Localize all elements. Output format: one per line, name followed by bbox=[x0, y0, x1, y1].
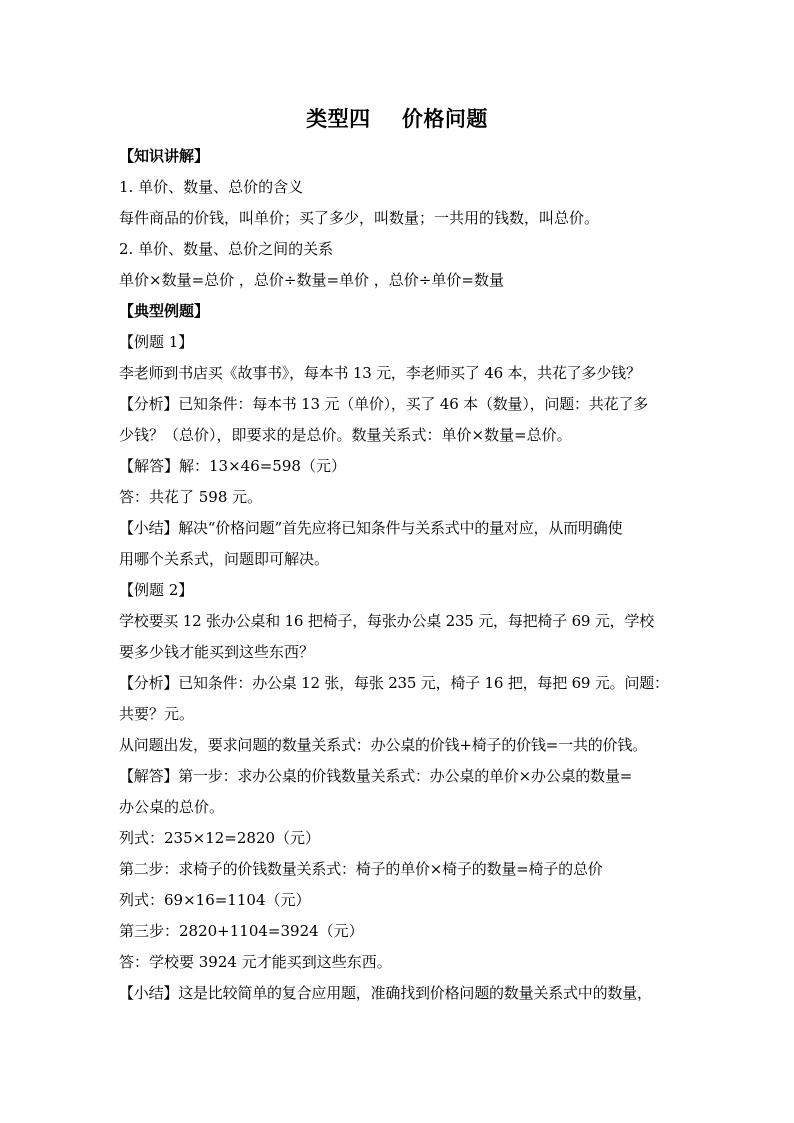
page-title: 类型四 价格问题 bbox=[306, 106, 488, 131]
example-2-analysis-line-2: 共要？元。 bbox=[119, 705, 195, 723]
example-2-question-line-2: 要多少钱才能买到这些东西？ bbox=[119, 643, 315, 661]
section-heading-examples: 【典型例题】 bbox=[119, 302, 210, 320]
example-1-analysis-line-2: 少钱？（总价），即要求的是总价。数量关系式：单价×数量=总价。 bbox=[119, 426, 572, 444]
example-2-label: 【例题 2】 bbox=[119, 581, 194, 599]
paragraph-definitions: 每件商品的价钱，叫单价；买了多少，叫数量；一共用的钱数，叫总价。 bbox=[119, 209, 600, 227]
example-2-solution-step-3: 第三步：2820+1104=3924（元） bbox=[119, 922, 364, 940]
example-2-analysis-line-1: 【分析】已知条件：办公桌 12 张，每张 235 元，椅子 16 把，每把 69 元。问题： bbox=[119, 674, 669, 692]
example-2-formula-2: 列式：69×16=1104（元） bbox=[119, 891, 311, 909]
example-1-answer: 答：共花了 598 元。 bbox=[119, 488, 263, 506]
subheading-relations: 2. 单价、数量、总价之间的关系 bbox=[119, 240, 334, 258]
example-1-summary-line-2: 用哪个关系式，问题即可解决。 bbox=[119, 550, 330, 568]
example-2-summary: 【小结】这是比较简单的复合应用题，准确找到价格问题的数量关系式中的数量， bbox=[119, 984, 652, 1002]
example-1-summary-line-1: 【小结】解决“价格问题”首先应将已知条件与关系式中的量对应，从而明确使 bbox=[119, 519, 623, 537]
example-2-solution-step-1: 【解答】第一步：求办公桌的价钱数量关系式：办公桌的单价×办公桌的数量= bbox=[119, 767, 633, 785]
example-2-solution-step-1-cont: 办公桌的总价。 bbox=[119, 798, 225, 816]
example-1-analysis-line-1: 【分析】已知条件：每本书 13 元（单价），买了 46 本（数量），问题：共花了多 bbox=[119, 395, 649, 413]
example-2-solution-step-2: 第二步：求椅子的价钱数量关系式：椅子的单价×椅子的数量=椅子的总价 bbox=[119, 860, 603, 878]
example-2-answer: 答：学校要 3924 元才能买到这些东西。 bbox=[119, 953, 392, 971]
example-1-question: 李老师到书店买《故事书》，每本书 13 元，李老师买了 46 本，共花了多少钱？ bbox=[119, 364, 641, 382]
example-2-formula-1: 列式：235×12=2820（元） bbox=[119, 829, 321, 847]
section-heading-knowledge: 【知识讲解】 bbox=[119, 147, 210, 165]
example-2-question-line-1: 学校要买 12 张办公桌和 16 把椅子，每张办公桌 235 元，每把椅子 69 元，学校 bbox=[119, 612, 655, 630]
example-1-solution: 【解答】解：13×46=598（元） bbox=[119, 457, 346, 475]
subheading-meaning: 1. 单价、数量、总价的含义 bbox=[119, 178, 304, 196]
example-2-analysis-line-3: 从问题出发，要求问题的数量关系式：办公桌的价钱+椅子的价钱=一共的价钱。 bbox=[119, 736, 647, 754]
paragraph-formulas: 单价×数量=总价 ，总价÷数量=单价 ，总价÷单价=数量 bbox=[119, 271, 504, 289]
document-body bbox=[119, 141, 689, 1009]
example-1-label: 【例题 1】 bbox=[119, 333, 194, 351]
